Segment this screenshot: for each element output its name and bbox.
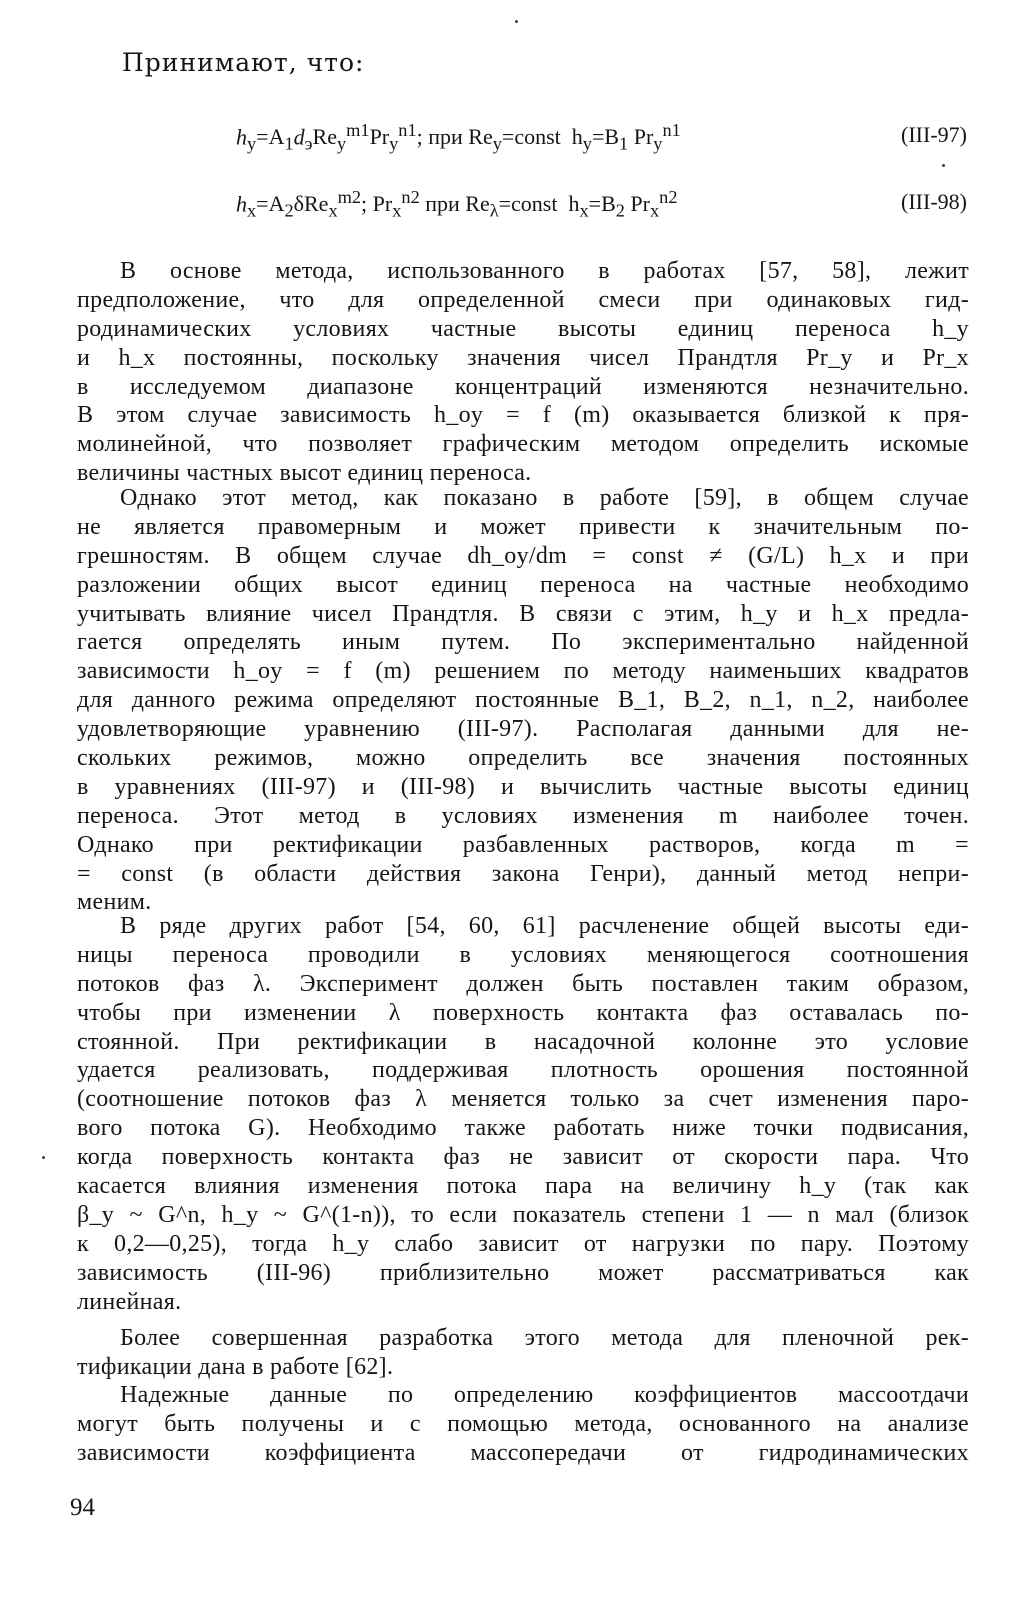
- text-line: и h_x постоянны, поскольку значения чисел Прандтля Pr_y и Pr_x: [77, 344, 969, 371]
- text-line: зависимость (III-96) приблизительно может рассматриваться как: [77, 1259, 969, 1286]
- text-line: Однако при ректификации разбавленных растворов, когда m =: [77, 831, 969, 858]
- intro-line: Принимают, что:: [122, 48, 365, 77]
- formula-iii-98: $h_x=A_2\delta Re_x^{m2}$; $Pr_x^{n2}$ при $Re_\lambda=const$ $h_x=B_2$ $Pr_x^{n2}$: [236, 187, 678, 221]
- text-line: касается влияния изменения потока пара на величину h_y (так как: [77, 1173, 969, 1200]
- equation-number-iii-97: (III-97): [901, 122, 967, 147]
- text-line: В ряде других работ [54, 60, 61] расчленение общей высоты еди-: [120, 913, 969, 939]
- text-line: родинамических условиях частные высоты единиц переноса h_y: [77, 315, 969, 342]
- text-line: переноса. Этот метод в условиях изменения m наиболее точен.: [77, 802, 969, 829]
- text-line: удается реализовать, поддерживая плотность орошения постоянной: [77, 1057, 969, 1084]
- text-line: для данного режима определяют постоянные B_1, B_2, n_1, n_2, наиболее: [77, 687, 969, 714]
- text-line: меним.: [77, 889, 152, 916]
- text-line: зависимости h_oy = f (m) решением по методу наименьших квадратов: [77, 658, 969, 685]
- text-line: удовлетворяющие уравнению (III-97). Располагая данными для не-: [77, 716, 969, 743]
- text-line: в исследуемом диапазоне концентраций изменяются незначительно.: [77, 373, 969, 400]
- paragraph-1: [77, 257, 969, 488]
- text-line: = const (в области действия закона Генри), данный метод непри-: [77, 860, 969, 887]
- text-line: потоков фаз λ. Эксперимент должен быть поставлен таким образом,: [77, 970, 969, 997]
- text-line: Более совершенная разработка этого метода для пленочной рек-: [120, 1325, 969, 1351]
- paragraph-3: [77, 912, 969, 1316]
- text-line: В основе метода, использованного в работах [57, 58], лежит: [120, 258, 969, 284]
- text-line: Однако этот метод, как показано в работе [59], в общем случае: [120, 485, 969, 511]
- formula-iii-97: $h_y=A_1d_эRe_y^{m1}Pr_y^{n1}$; при $Re_y=const$ $h_y=B_1$ $Pr_y^{n1}$: [236, 120, 681, 154]
- text-line: когда поверхность контакта фаз не зависит от скорости пара. Что: [77, 1144, 969, 1171]
- text-line: стоянной. При ректификации в насадочной колонне это условие: [77, 1028, 969, 1055]
- text-line: грешностям. В общем случае dh_oy/dm = const ≠ (G/L) h_x и при: [77, 542, 969, 569]
- text-line: зависимости коэффициента массопередачи от гидродинамических: [77, 1439, 969, 1466]
- text-line: (соотношение потоков фаз λ меняется только за счет изменения паро-: [77, 1086, 969, 1113]
- text-line: гается определять иным путем. По экспериментально найденной: [77, 629, 969, 656]
- text-line: Надежные данные по определению коэффициентов массоотдачи: [120, 1382, 969, 1408]
- text-line: могут быть получены и с помощью метода, основанного на анализе: [77, 1410, 969, 1437]
- text-line: линейная.: [77, 1288, 182, 1315]
- text-line: молинейной, что позволяет графическим методом определить искомые: [77, 431, 969, 458]
- scan-speck: [42, 1156, 45, 1159]
- text-line: учитывать влияние чисел Прандтля. В связи с этим, h_y и h_x предла-: [77, 600, 969, 627]
- text-line: вого потока G). Необходимо также работать ниже точки подвисания,: [77, 1115, 969, 1142]
- text-line: предположение, что для определенной смеси при одинаковых гид-: [77, 286, 969, 313]
- paragraph-4: [77, 1324, 969, 1382]
- text-line: скольких режимов, можно определить все значения постоянных: [77, 745, 969, 772]
- text-line: тификации дана в работе [62].: [77, 1353, 394, 1380]
- scan-speck: [515, 20, 518, 23]
- text-line: В этом случае зависимость h_oy = f (m) оказывается близкой к пря-: [77, 402, 969, 429]
- equation-number-iii-98: (III-98): [901, 189, 967, 214]
- text-line: не является правомерным и может привести к значительным по-: [77, 513, 969, 540]
- page-number: 94: [70, 1494, 95, 1521]
- paragraph-5: [77, 1381, 969, 1468]
- text-line: в уравнениях (III-97) и (III-98) и вычислить частные высоты единиц: [77, 773, 969, 800]
- scan-speck: [942, 164, 945, 167]
- text-line: к 0,2—0,25), тогда h_y слабо зависит от нагрузки по пару. Поэтому: [77, 1230, 969, 1257]
- text-line: разложении общих высот единиц переноса на частные необходимо: [77, 571, 969, 598]
- text-line: β_y ~ G^n, h_y ~ G^(1-n)), то если показатель степени 1 — n мал (близок: [77, 1201, 969, 1228]
- text-line: чтобы при изменении λ поверхность контакта фаз оставалась по-: [77, 999, 969, 1026]
- text-line: ницы переноса проводили в условиях меняющегося соотношения: [77, 941, 969, 968]
- paragraph-2: [77, 484, 969, 917]
- text-line: величины частных высот единиц переноса.: [77, 460, 532, 487]
